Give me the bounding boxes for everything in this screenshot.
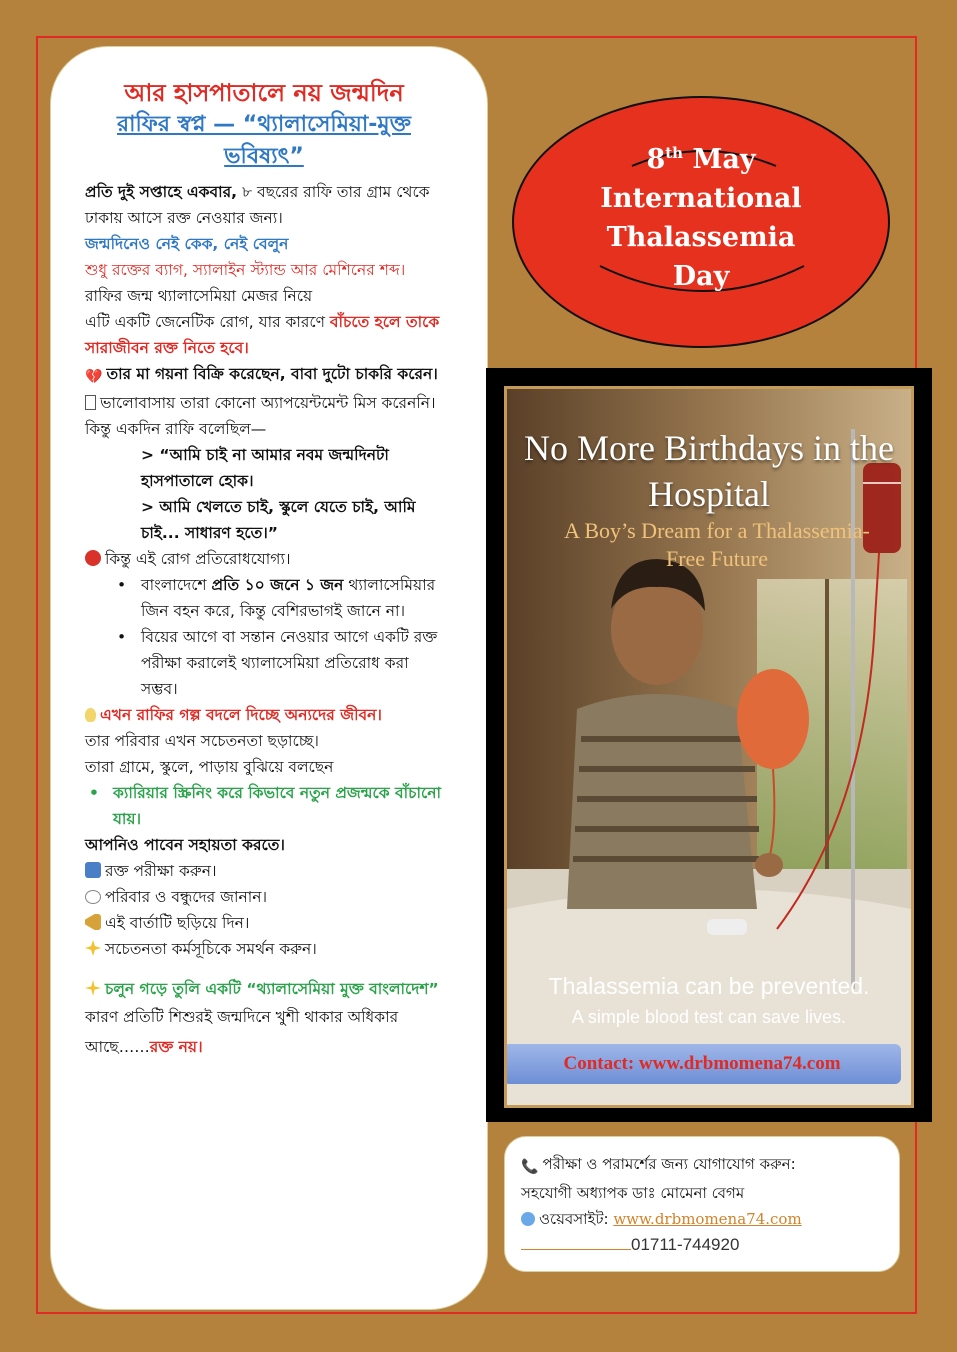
missing-glyph-icon	[85, 395, 96, 410]
intro-bold: প্রতি দুই সপ্তাহে একবার,	[85, 183, 238, 201]
action-2-text: পরিবার ও বন্ধুদের জানান।	[105, 888, 268, 906]
paragraph-rafi-said: কিন্তু একদিন রাফি বলেছিল—	[85, 420, 267, 438]
globe-icon	[521, 1212, 535, 1226]
contact-card	[504, 1136, 900, 1272]
poster-prevention-text: Thalassemia can be prevented.	[548, 973, 870, 999]
megaphone-icon	[85, 914, 101, 930]
phone-number[interactable]: 01711-744920	[631, 1235, 740, 1254]
paragraph-intro	[85, 179, 443, 231]
action-4-text: সচেতনতা কর্মসূচিকে সমর্থন করুন।	[105, 940, 317, 958]
closing-text: কারণ প্রতিটি শিশুরই জন্মদিনে খুশী থাকার অধিকার আছে……	[85, 1008, 399, 1056]
paragraph-born: রাফির জন্ম থ্যালাসেমিয়া মেজর নিয়ে	[85, 287, 313, 305]
bullet-screening: • ক্যারিয়ার স্ক্রিনিং করে কিভাবে নতুন প্রজন্মকে বাঁচানো যায়।	[85, 780, 443, 832]
cta-text: চলুন গড়ে তুলি একটি “থ্যালাসেমিয়া মুক্ত বাংলাদেশ”	[105, 980, 439, 998]
contact-line-text: পরীক্ষা ও পরামর্শের জন্য যোগাযোগ করুন:	[542, 1155, 796, 1173]
carriers-a: বাংলাদেশে	[141, 576, 212, 594]
poster-blood-test-text: A simple blood test can save lives.	[571, 1007, 847, 1027]
numbers-icon	[85, 862, 101, 878]
phone-line	[521, 1232, 887, 1258]
paragraph-genetic	[85, 309, 443, 361]
genetic-highlight: বাঁচতে হলে তাকে সারাজীবন রক্ত নিতে হবে।	[85, 313, 440, 357]
paragraph-awareness: তার পরিবার এখন সচেতনতা ছড়াচ্ছে।	[85, 732, 319, 750]
subheadline: রাফির স্বপ্ন — “থ্যালাসেমিয়া-মুক্ত ভবিষ্যৎ”	[117, 112, 411, 169]
quote-line-2: > আমি খেলতে চাই, স্কুলে যেতে চাই, আমি চাই... সাধারণ হতে।”	[141, 498, 416, 542]
love-text: ভালোবাসায় তারা কোনো অ্যাপয়েন্টমেন্ট মিস করেননি।	[100, 394, 436, 412]
poster-title: No More Birthdays in the Hospital	[524, 428, 894, 514]
event-line-thalassemia: Thalassemia	[606, 222, 796, 253]
paragraph-no-cake: জন্মদিনেও নেই কেক, নেই বেলুন	[85, 235, 289, 253]
doctor-name: সহযোগী অধ্যাপক ডাঃ মোমেনা বেগম	[521, 1184, 745, 1202]
blank-underline	[521, 1235, 631, 1250]
genetic-text: এটি একটি জেনেটিক রোগ, যার কারণে	[85, 313, 330, 331]
website-line	[521, 1206, 887, 1232]
event-title	[514, 134, 888, 296]
carriers-c: থ্যালাসেমিয়ার জিন বহন করে, কিন্তু বেশিরভাগই জানে না।	[141, 576, 436, 620]
paragraph-love	[85, 390, 443, 416]
call-to-action	[85, 976, 443, 1002]
paragraph-you-can-help: আপনিও পাবেন সহায়তা করতে।	[85, 836, 285, 854]
event-date: 8th May	[646, 144, 756, 175]
phone-icon: 📞	[521, 1159, 539, 1175]
poster-image	[504, 386, 914, 1108]
headline: আর হাসপাতালে নয় জন্মদিন	[124, 79, 404, 107]
spacer	[85, 962, 443, 976]
quote-line-1: > “আমি চাই না আমার নবম জন্মদিনটা হাসপাতালে হোক।	[141, 446, 389, 490]
action-tell-family	[85, 884, 443, 910]
event-line-international: International	[600, 183, 802, 214]
bullet-carriers	[85, 572, 443, 624]
sparkle-icon	[85, 940, 101, 956]
paragraph-changing-lives	[85, 702, 443, 728]
bullet-blood-test: • বিয়ের আগে বা সন্তান নেওয়ার আগে একটি রক্ত পরীক্ষা করালেই থ্যালাসেমিয়া প্রতিরোধ করা সম্ভব।	[85, 624, 443, 702]
action-1-text: রক্ত পরীক্ষা করুন।	[105, 862, 217, 880]
carriers-b: প্রতি ১০ জনে ১ জন	[211, 576, 344, 594]
action-support	[85, 936, 443, 962]
event-line-day: Day	[672, 261, 730, 292]
paragraph-preventable	[85, 546, 443, 572]
website-link[interactable]: www.drbmomena74.com	[613, 1210, 802, 1228]
parents-text: তার মা গয়না বিক্রি করেছেন, বাবা দুটো চাকরি করেন।	[106, 365, 438, 383]
broken-heart-icon: 💔	[85, 369, 103, 385]
paragraph-explaining: তারা গ্রামে, স্কুলে, পাড়ায় বুঝিয়ে বলছেন	[85, 758, 334, 776]
red-circle-icon	[85, 550, 101, 566]
paragraph-blood-bag: শুধু রক্তের ব্যাগ, স্যালাইন স্ট্যান্ড আর মেশিনের শব্দ।	[85, 261, 406, 279]
story-card	[50, 46, 488, 1310]
action-spread	[85, 910, 443, 936]
action-blood-test	[85, 858, 443, 884]
sparkles-icon	[85, 980, 101, 996]
event-date-badge	[512, 96, 890, 348]
closing-line	[85, 1002, 443, 1062]
intro-rest: ৮ বছরের রাফি তার গ্রাম থেকে ঢাকায় আসে রক্ত নেওয়ার জন্য।	[85, 183, 430, 227]
contact-line	[521, 1151, 887, 1180]
closing-highlight: রক্ত নয়।	[149, 1038, 203, 1056]
poster-contact-bar[interactable]: Contact: www.drbmomena74.com	[504, 1044, 901, 1084]
speech-bubble-icon	[85, 890, 101, 904]
action-3-text: এই বার্তাটি ছড়িয়ে দিন।	[105, 914, 250, 932]
changing-lives-text: এখন রাফির গল্প বদলে দিচ্ছে অন্যদের জীবন।	[100, 706, 382, 724]
website-label: ওয়েবসাইট:	[539, 1210, 614, 1228]
preventable-text: কিন্তু এই রোগ প্রতিরোধযোগ্য।	[105, 550, 291, 568]
paragraph-parents	[85, 361, 443, 390]
poster-subtitle: A Boy’s Dream for a Thalassemia-Free Future	[564, 518, 870, 571]
lightbulb-icon	[85, 708, 96, 722]
